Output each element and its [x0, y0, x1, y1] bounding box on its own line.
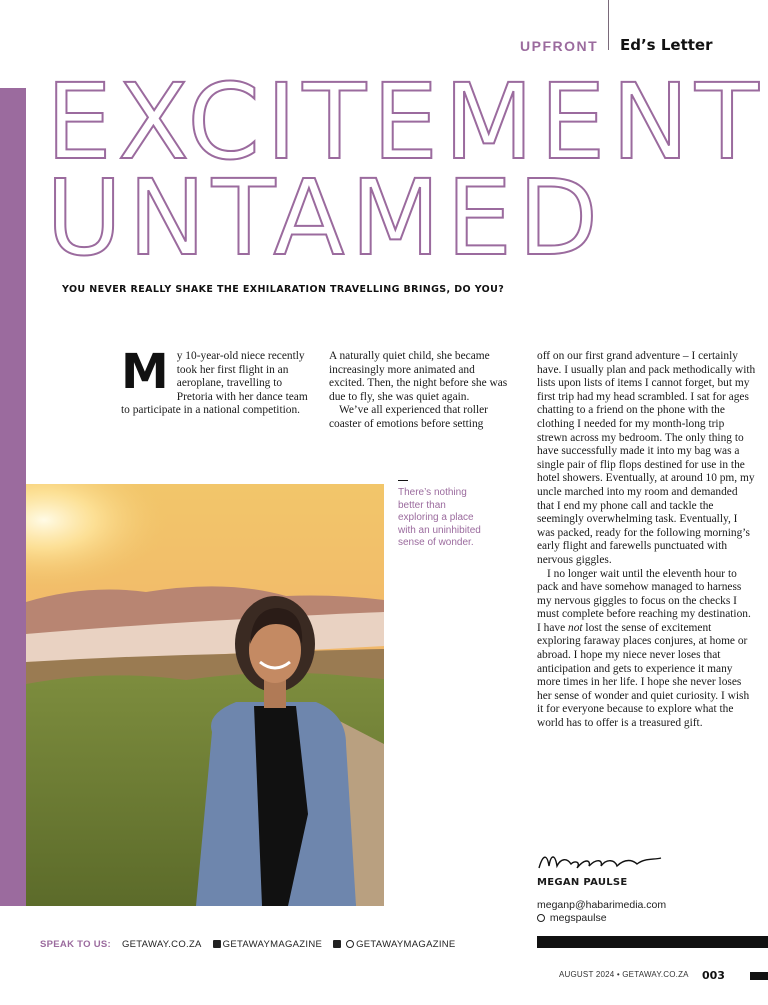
instagram-icon: [537, 914, 545, 922]
bottom-accent-bar: [537, 936, 768, 948]
instagram-icon: [346, 940, 354, 948]
twitter-icon: [333, 940, 341, 948]
emphasis: not: [568, 621, 583, 634]
pull-quote-text: There’s nothing better than exploring a place with an uninhibited sense of wonder.: [398, 487, 481, 548]
signature-image: [537, 850, 667, 874]
accent-side-bar: [0, 88, 26, 906]
editor-handle-text: megspaulse: [549, 912, 607, 924]
paragraph: y 10-year-old niece recently took her first flight in an aeroplane, travelling to Pretoria with her dance team to participate in a national competition.: [121, 350, 308, 417]
paragraph: [537, 568, 757, 731]
facebook-handle-text: GETAWAYMAGAZINE: [222, 939, 323, 950]
pull-quote: [398, 480, 488, 550]
header-divider: [608, 0, 609, 50]
article-column-1: [121, 344, 317, 418]
article-column-3: [537, 350, 757, 731]
sunset-portrait-image: [26, 484, 384, 906]
section-label: UPFRONT: [520, 38, 599, 54]
headline: [46, 61, 766, 279]
facebook-icon: [213, 940, 221, 948]
editor-email[interactable]: meganp@habarimedia.com: [537, 899, 667, 911]
paragraph: A naturally quiet child, she became increasingly more animated and excited. Then, the night before she was due to fly, she was quiet again.: [329, 350, 508, 403]
editor-instagram[interactable]: [537, 912, 607, 924]
paragraph: off on our first grand adventure – I certainly have. I usually plan and pack methodically with lists upon lists of items I cannot forget, but my first trip had my head scrambled. I sat for ages chatting to a friend on the phone with the clothing I needed for my month-long trip strewn across my bedroom. The only thing to have successfully made it into my bag was a single pair of flip flops destined for use in the hotel showers. Eventually, at around 10 pm, my uncle marched into my room and demanded that I end my phone call and tackle the seemingly overwhelming task. Eventually, I was packed, ready for the following morning’s early flight and farewells punctuated with nervous giggles.: [537, 350, 756, 566]
contact-label: SPEAK TO US:: [40, 939, 111, 950]
folio-bar: [750, 972, 768, 980]
facebook-link[interactable]: [213, 939, 323, 950]
footer-issue: AUGUST 2024 • GETAWAY.CO.ZA: [559, 970, 689, 979]
editor-photo: [26, 484, 384, 906]
contact-strip: [40, 939, 464, 950]
page-number: 003: [702, 969, 725, 982]
drop-cap: M: [121, 344, 169, 400]
website-link[interactable]: GETAWAY.CO.ZA: [121, 939, 202, 950]
social-link[interactable]: [333, 939, 455, 950]
headline-line-2: UNTAMED: [46, 157, 605, 279]
paragraph: We’ve all experienced that roller coaster of emotions before setting: [329, 404, 488, 430]
social-handle-text: GETAWAYMAGAZINE: [356, 939, 456, 950]
pull-quote-rule: [398, 480, 408, 481]
paragraph-part: I no longer wait until the eleventh hour to pack and have somehow managed to harness my nervous giggles to focus on the checks I must complete before reaching my destination. I have: [537, 567, 751, 634]
paragraph-part: lost the sense of excitement exploring faraway places conjures, at home or abroad. I hope my niece never loses that anticipation and gets to experience it many more times in her life. I hope she never loses her sense of wonder and quiet curiosity. I wish it for everyone because to explore what the world has to offer is a treasured gift.: [537, 621, 750, 730]
editor-name: MEGAN PAULSE: [537, 877, 628, 888]
article-column-2: [329, 350, 509, 432]
section-title: Ed’s Letter: [620, 36, 713, 54]
headline-line-1: EXCITEMENT: [46, 61, 765, 183]
standfirst: YOU NEVER REALLY SHAKE THE EXHILARATION TRAVELLING BRINGS, DO YOU?: [62, 284, 505, 295]
